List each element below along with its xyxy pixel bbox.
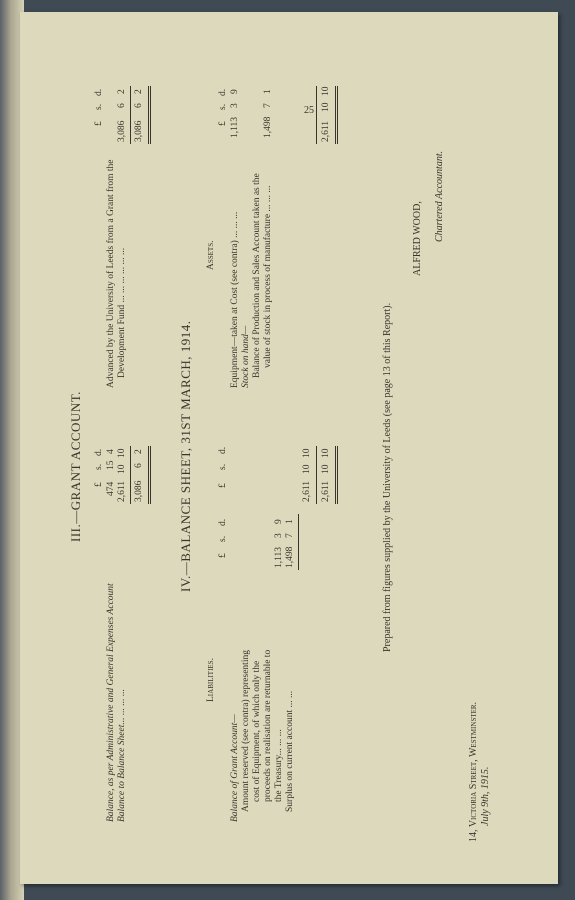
grant-right-line-2: Development Fund ... ... ... ... ... ... <box>117 247 127 378</box>
grant-left-total-l: 3,086 <box>134 480 144 502</box>
signature-name: ALFRED WOOD, <box>412 201 423 276</box>
grant-right-2-s: 6 <box>117 103 127 108</box>
liab-inner-2-l: 1,498 <box>285 546 295 568</box>
grant-left-1-l: 474 <box>106 481 116 496</box>
grant-right-line-1: Advanced by the University of Leeds from a Grant from the <box>106 159 116 388</box>
assets-2-l: 1,498 <box>263 116 273 138</box>
liab-total-s: 10 <box>302 464 312 474</box>
liab-grand-l: 2,611 <box>321 480 331 502</box>
liab-header-s2: s. <box>218 463 228 470</box>
address-street: 14, Victoria Street, Westminster. <box>468 701 479 842</box>
address-date: July 9th, 1915. <box>480 766 491 826</box>
grant-left-1-s: 15 <box>106 460 116 470</box>
grant-left-2-s: 10 <box>117 464 127 474</box>
liab-header-d1: d. <box>218 518 228 526</box>
page-number: 25 <box>304 105 314 116</box>
assets-1-s: 3 <box>230 103 240 108</box>
assets-1-d: 9 <box>230 89 240 94</box>
liabilities-heading: Liabilities. <box>206 658 216 702</box>
liab-inner-1-l: 1,113 <box>274 546 284 568</box>
prepared-note: Prepared from figures supplied by the University of Leeds (see page 13 of this Report). <box>382 302 393 652</box>
assets-2-d: 1 <box>263 89 273 94</box>
grant-account-title: III.—GRANT ACCOUNT. <box>68 391 83 542</box>
liab-line-5: the Treasury... ... ... <box>274 729 284 802</box>
grant-left-total-d: 2 <box>134 449 144 454</box>
liab-inner-2-d: 1 <box>285 519 295 524</box>
liab-inner-1-d: 9 <box>274 519 284 524</box>
liab-inner-1-s: 3 <box>274 533 284 538</box>
liab-total-l: 2,611 <box>302 480 312 502</box>
liab-total-d: 10 <box>302 448 312 458</box>
rotated-content <box>60 52 520 882</box>
balance-sheet-title: IV.—BALANCE SHEET, 31ST MARCH, 1914. <box>178 320 193 592</box>
liab-line-2: Amount reserved (see contra) representing <box>241 650 251 812</box>
assets-2-s: 7 <box>263 103 273 108</box>
assets-1-l: 1,113 <box>230 116 240 138</box>
assets-line-3: Balance of Production and Sales Account taken as the <box>252 173 262 378</box>
grant-right-2-d: 2 <box>117 89 127 94</box>
grant-left-1-d: 4 <box>106 449 116 454</box>
liab-grand-d: 10 <box>321 448 331 458</box>
grant-right-header-l: £ <box>94 121 104 126</box>
liab-line-1: Balance of Grant Account— <box>230 714 240 822</box>
assets-total-l: 2,611 <box>321 120 331 142</box>
grant-left-line-1: Balance, as per Administrative and General Expenses Account <box>106 583 116 822</box>
grant-left-header-s: s. <box>94 463 104 470</box>
assets-total-s: 10 <box>321 102 331 112</box>
liab-line-6: Surplus on current account ... ... <box>285 690 295 812</box>
liab-line-3: cost of Equipment, of which only the <box>252 660 262 802</box>
liab-header-l1: £ <box>218 553 228 558</box>
grant-left-total-s: 6 <box>134 463 144 468</box>
grant-right-total-s: 6 <box>134 103 144 108</box>
grant-left-header-d: d. <box>94 448 104 456</box>
liab-inner-2-s: 7 <box>285 533 295 538</box>
signature-title: Chartered Accountant. <box>434 150 445 242</box>
grant-right-header-s: s. <box>94 103 104 110</box>
assets-heading: Assets. <box>206 240 216 270</box>
document-page <box>20 12 558 884</box>
liab-line-4: proceeds on realisation are returnable to <box>263 649 273 802</box>
assets-line-4: value of stock in process of manufacture ... ... ... <box>263 185 273 368</box>
liab-header-l2: £ <box>218 483 228 488</box>
assets-line-1: Equipment—taken at Cost (see contra) ... ... ... <box>230 211 240 388</box>
grant-right-total-l: 3,086 <box>134 120 144 142</box>
assets-header-l: £ <box>218 121 228 126</box>
grant-left-line-2: Balance to Balance Sheet... ... ... ... <box>117 689 127 822</box>
assets-header-d: d. <box>218 88 228 96</box>
grant-left-2-l: 2,611 <box>117 480 127 502</box>
grant-right-header-d: d. <box>94 88 104 96</box>
assets-header-s: s. <box>218 103 228 110</box>
liab-header-s1: s. <box>218 535 228 542</box>
liab-grand-s: 10 <box>321 464 331 474</box>
assets-line-2: Stock on hand— <box>241 325 251 388</box>
grant-left-header-l: £ <box>94 482 104 487</box>
grant-right-2-l: 3,086 <box>117 120 127 142</box>
grant-left-2-d: 10 <box>117 448 127 458</box>
liab-header-d2: d. <box>218 446 228 454</box>
grant-right-total-d: 2 <box>134 89 144 94</box>
assets-total-d: 10 <box>321 86 331 96</box>
